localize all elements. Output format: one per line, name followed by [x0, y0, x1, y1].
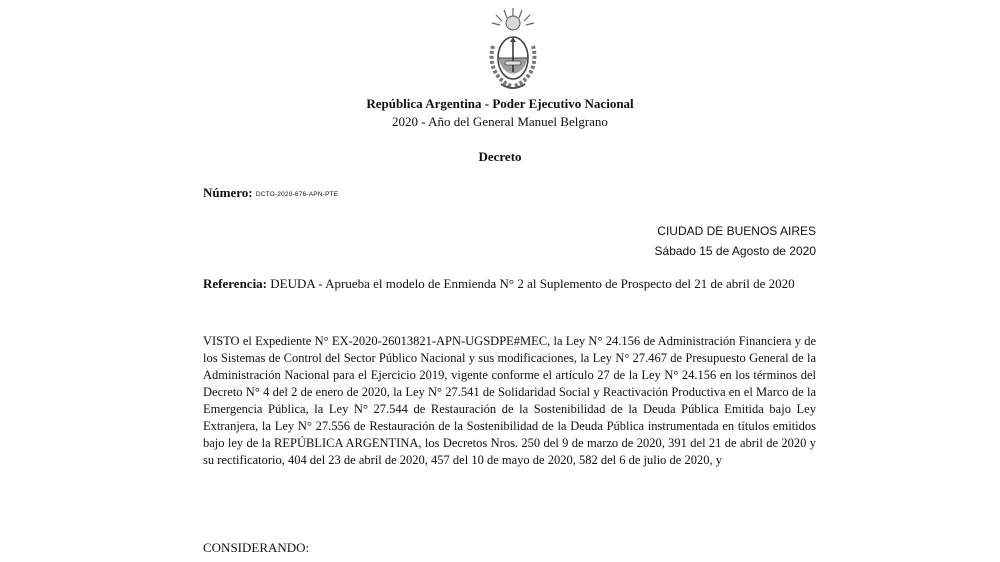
coat-of-arms-icon — [483, 6, 543, 92]
document-reference — [203, 276, 816, 292]
document-type: Decreto — [478, 149, 522, 164]
referencia-label: Referencia: — [203, 276, 268, 291]
visto-paragraph: VISTO el Expediente N° EX-2020-26013821-APN-UGSDPE#MEC, la Ley N° 24.156 de Administración Financiera y de los Sistemas de Control del Sector Público Nacional y sus modificaciones, la Ley N° 27.467 de Presupuesto General de la Administración Nacional para el Ejercicio 2019, vigente conforme el artículo 27 de la Ley N° 24.156 en los términos del Decreto N° 4 del 2 de enero de 2020, la Ley N° 27.541 de Solidaridad Social y Reactivación Productiva en el Marco de la Emergencia Pública, la Ley N° 27.544 de Restauración de la Sostenibilidad de la Deuda Pública Emitida bajo Ley Extranjera, la Ley N° 27.556 de Restauración de la Sostenibilidad de la Deuda Pública instrumentada en títulos emitidos bajo ley de la REPÚBLICA ARGENTINA, los Decretos Nros. 250 del 9 de marzo de 2020, 391 del 21 de abril de 2020 y su rectificatorio, 404 del 23 de abril de 2020, 457 del 10 de mayo de 2020, 582 del 6 de julio de 2020, y — [203, 334, 816, 467]
header-title: República Argentina - Poder Ejecutivo Nacional — [366, 96, 634, 111]
document-number — [203, 185, 338, 201]
document-city: CIUDAD DE BUENOS AIRES — [657, 224, 816, 238]
numero-value: DCTO-2020-676-APN-PTE — [255, 191, 339, 198]
considerando-heading: CONSIDERANDO: — [203, 540, 310, 555]
header-subtitle: 2020 - Año del General Manuel Belgrano — [392, 114, 608, 129]
document-date: Sábado 15 de Agosto de 2020 — [654, 244, 816, 258]
referencia-text: DEUDA - Aprueba el modelo de Enmienda N° 2 al Suplemento de Prospecto del 21 de abril de 2020 — [267, 276, 795, 291]
numero-label: Número: — [203, 185, 253, 200]
